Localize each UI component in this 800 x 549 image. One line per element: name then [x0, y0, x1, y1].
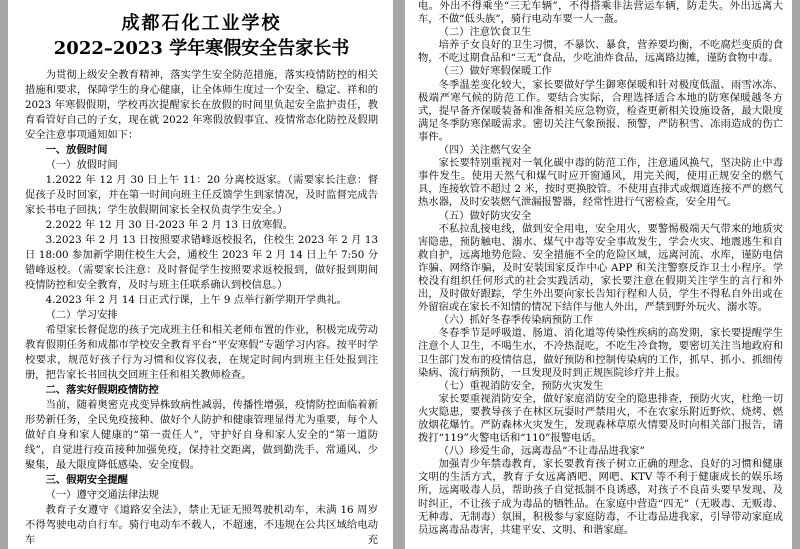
traffic-paragraph: 教育子女遵守《道路安全法》，禁止无证无照驾驶机动车，未满 16 周岁不得驾驶电动自行车。骑行电动车不载人，不超速，不违规在公共区域给电动车充: [25, 504, 378, 546]
subsection-heading-traffic: （一）遵守交通法律法规: [45, 489, 159, 501]
subsection-heading-disease: （六）抓好冬春季传染病预防工作: [438, 314, 594, 327]
holiday-item-4: 4.2023 年 2 月 14 日正式行课，上午 9 点举行新学期开学典礼。: [45, 294, 347, 306]
intro-paragraph: 为贯彻上级安全教育精神，落实学生安全防范措施，落实疫情防控的相关措施和要求，保障学生的身心健康，让全体师生度过一个安全、稳定、祥和的 2023 年寒假假期，学校再次提醒家长在放假的时间里负起安全监护责任，教育看管好自己的子女，现在就 2022 年寒假放假事宜、疫情常态化防控及假期安全注意事项通知如下：: [25, 69, 378, 141]
food-paragraph: 培养子女良好的卫生习惯，不暴饮、暴食，营养要均衡，不吃腐烂变质的食物，不吃过期食品和“三无”食品，少吃油炸食品，远离路边摊，谨防食物中毒。: [418, 39, 783, 65]
fire-paragraph: 家长要重视消防安全，做好家庭消防安全的隐患排查，预防火灾，杜绝一切火灾隐患，要教导孩子在林区玩耍时严禁用火，不在农家乐附近野炊、烧烤、燃放烟花爆竹。严防森林火灾发生，发现森林草原火情要及时向相关部门报告，请拨打“119”火警电话和“110”报警电话。: [418, 392, 783, 445]
document-page-2[interactable]: [405, 0, 792, 549]
disease-paragraph: 冬春季节是呼吸道、肠道、消化道等传染性疾病的高发期，家长要提醒学生注意个人卫生，不喝生水，不冷热混吃，不吃生冷食物，要密切关注当地政府和卫生部门发布的疫情信息，做好预防和控制传染病的工作，抓早、抓小、抓细传染病、流行病预防，一旦发现及时到正规医院诊疗并上报。: [418, 327, 783, 379]
warmth-paragraph: 冬季温差变化较大，家长要做好学生御寒保暖和针对极度低温、雨雪冰冻、极端严寒气候的防范工作。要结合实际，合理选择适合本地的防寒保暖越冬方式，提早备齐保暖装备和准备相关应急物资，检查更新相关设施设备，最大限度满足冬季防寒保暖需求。密切关注气象预报、预警，严防积雪、冻雨造成的伤亡事件。: [418, 78, 783, 143]
traffic-paragraph-continued: 电。外出不得乘坐“三无车辆”，不得搭乘非法营运车辆，防走失。外出远离大车，不做“低头族”，骑行电动车要一人一盔。: [418, 0, 783, 26]
section-heading-epidemic: 二、落实好假期疫情防控: [45, 384, 159, 396]
drugs-paragraph: 加强青少年禁毒教育，家长要教育孩子树立正确的理念、良好的习惯和健康文明的生活方式，教育子女远离酒吧、网吧、KTV 等不利于健康成长的娱乐场所，远离吸毒人员，帮助孩子自觉抵制不良诱惑，对孩子不良苗头要早发现、及时纠正，不让孩子成为毒品的牺牲品。在家庭中营造“四无”（无吸毒、无贩毒、无种毒、无制毒）氛围，积极参与家庭防毒，不让毒品进我家，引导带动家庭成员远离毒品毒害，共建平安、文明、和谐家庭。: [418, 458, 783, 536]
subsection-heading-warmth: （三）做好寒假保暖工作: [438, 65, 552, 78]
subsection-heading-fire: （七）重视消防安全，预防火灾发生: [438, 379, 604, 392]
school-name-title: 成都石化工业学校: [121, 13, 282, 34]
subsection-heading-disaster: （五）做好防灾安全: [438, 209, 532, 222]
subsection-heading-study: （二）学习安排: [45, 309, 118, 321]
holiday-item-3: 3.2023 年 2 月 13 日按照要求错峰返校报名，住校生 2023 年 2 月 13 日 18:00 参加新学期住校生大会，通校生 2023 年 2 月 14 日上午 7:50 分错峰返校。（需要家长注意：及时督促学生按照要求返校报到，做好报到期间疫情防控和安全教育，及时与班主任联系确认到校信息。）: [25, 234, 378, 291]
gas-paragraph: 家长要特别重视对一氧化碳中毒的防范工作，注意通风换气，坚决防止中毒事件发生。使用天然气和煤气时应开窗通风，用完关阀，使用正规安全的燃气具，连接软管不超过 2 米，按时更换胶管。不使用直排式或烟道连接不严的燃气热水器，及时安装燃气泄漏报警器，经常性进行气密检查，安全用气。: [418, 157, 783, 209]
study-paragraph: 希望家长督促您的孩子完成班主任和相关老师布置的作业，积极完成劳动教育假期任务和成都市学校安全教育平台“平安寒假”专题学习内容。按平时学校要求，规范好孩子行为习惯和仪容仪表，在规定时间内到班主任处报到注册，把告家长书回执交回班主任和相关教师检查。: [25, 324, 378, 381]
holiday-item-2: 2.2022 年 12 月 30 日-2023 年 2 月 13 日放寒假。: [45, 219, 293, 231]
subsection-heading-drugs: （八）珍爱生命，远离毒品“不让毒品进我家”: [438, 445, 645, 458]
disaster-paragraph: 不私拉乱接电线，做到安全用电，安全用火，要警惕极端天气带来的地质灾害隐患，预防触电、溺水、煤气中毒等安全事故发生，学会火灾、地震逃生和自救自护，远离地势危险、安全措施不全的危险区域，远离河流、水库，谨防电信诈骗、网络诈骗，及时安装国家反诈中心 APP 和关注警察反诈卫士小程序。学校没有组织任何形式的社会实践活动，家长要注意在假期关注学生的言行和外出，及时做好跟踪，学生外出要向家长告知行程和人员，学生不得私自外出或在外留宿或在家长不知情的情况下结伴与他人外出，严禁到野外玩火、溺水等。: [418, 222, 783, 314]
section-heading-holiday-time: 一、放假时间: [45, 144, 108, 156]
holiday-item-1: 1.2022 年 12 月 30 日上午 11：20 分离校返家。（需要家长注意：督促孩子及时回家，并在第一时间向班主任反馈学生到家情况，及时监督完成告家长书电子回执；学生放假期间家长全权负责学生安全。）: [25, 174, 378, 216]
document-page-1[interactable]: [8, 0, 393, 549]
section-heading-safety: 三、假期安全提醒: [45, 474, 128, 486]
epidemic-paragraph: 当前，随着奥密克戎变异株致病性减弱，传播性增强，疫情防控面临着新形势新任务，全民免疫接种、做好个人防护和健康管理显得尤为重要，每个人做好自身和家人健康的“第一责任人”，守护好自身和家人安全的“第一道防线”，自觉进行疫苗接种加强免疫，保持社交距离，做到勤洗手、常通风、少聚集，最大限度降低感染、安全度假。: [25, 399, 378, 471]
subsection-heading-food: （二）注意饮食卫生: [438, 26, 532, 39]
subsection-heading-holiday-time: （一）放假时间: [45, 159, 118, 171]
letter-title: 2022–2023 学年寒假安全告家长书: [53, 38, 350, 59]
subsection-heading-gas: （四）关注燃气安全: [438, 144, 532, 157]
